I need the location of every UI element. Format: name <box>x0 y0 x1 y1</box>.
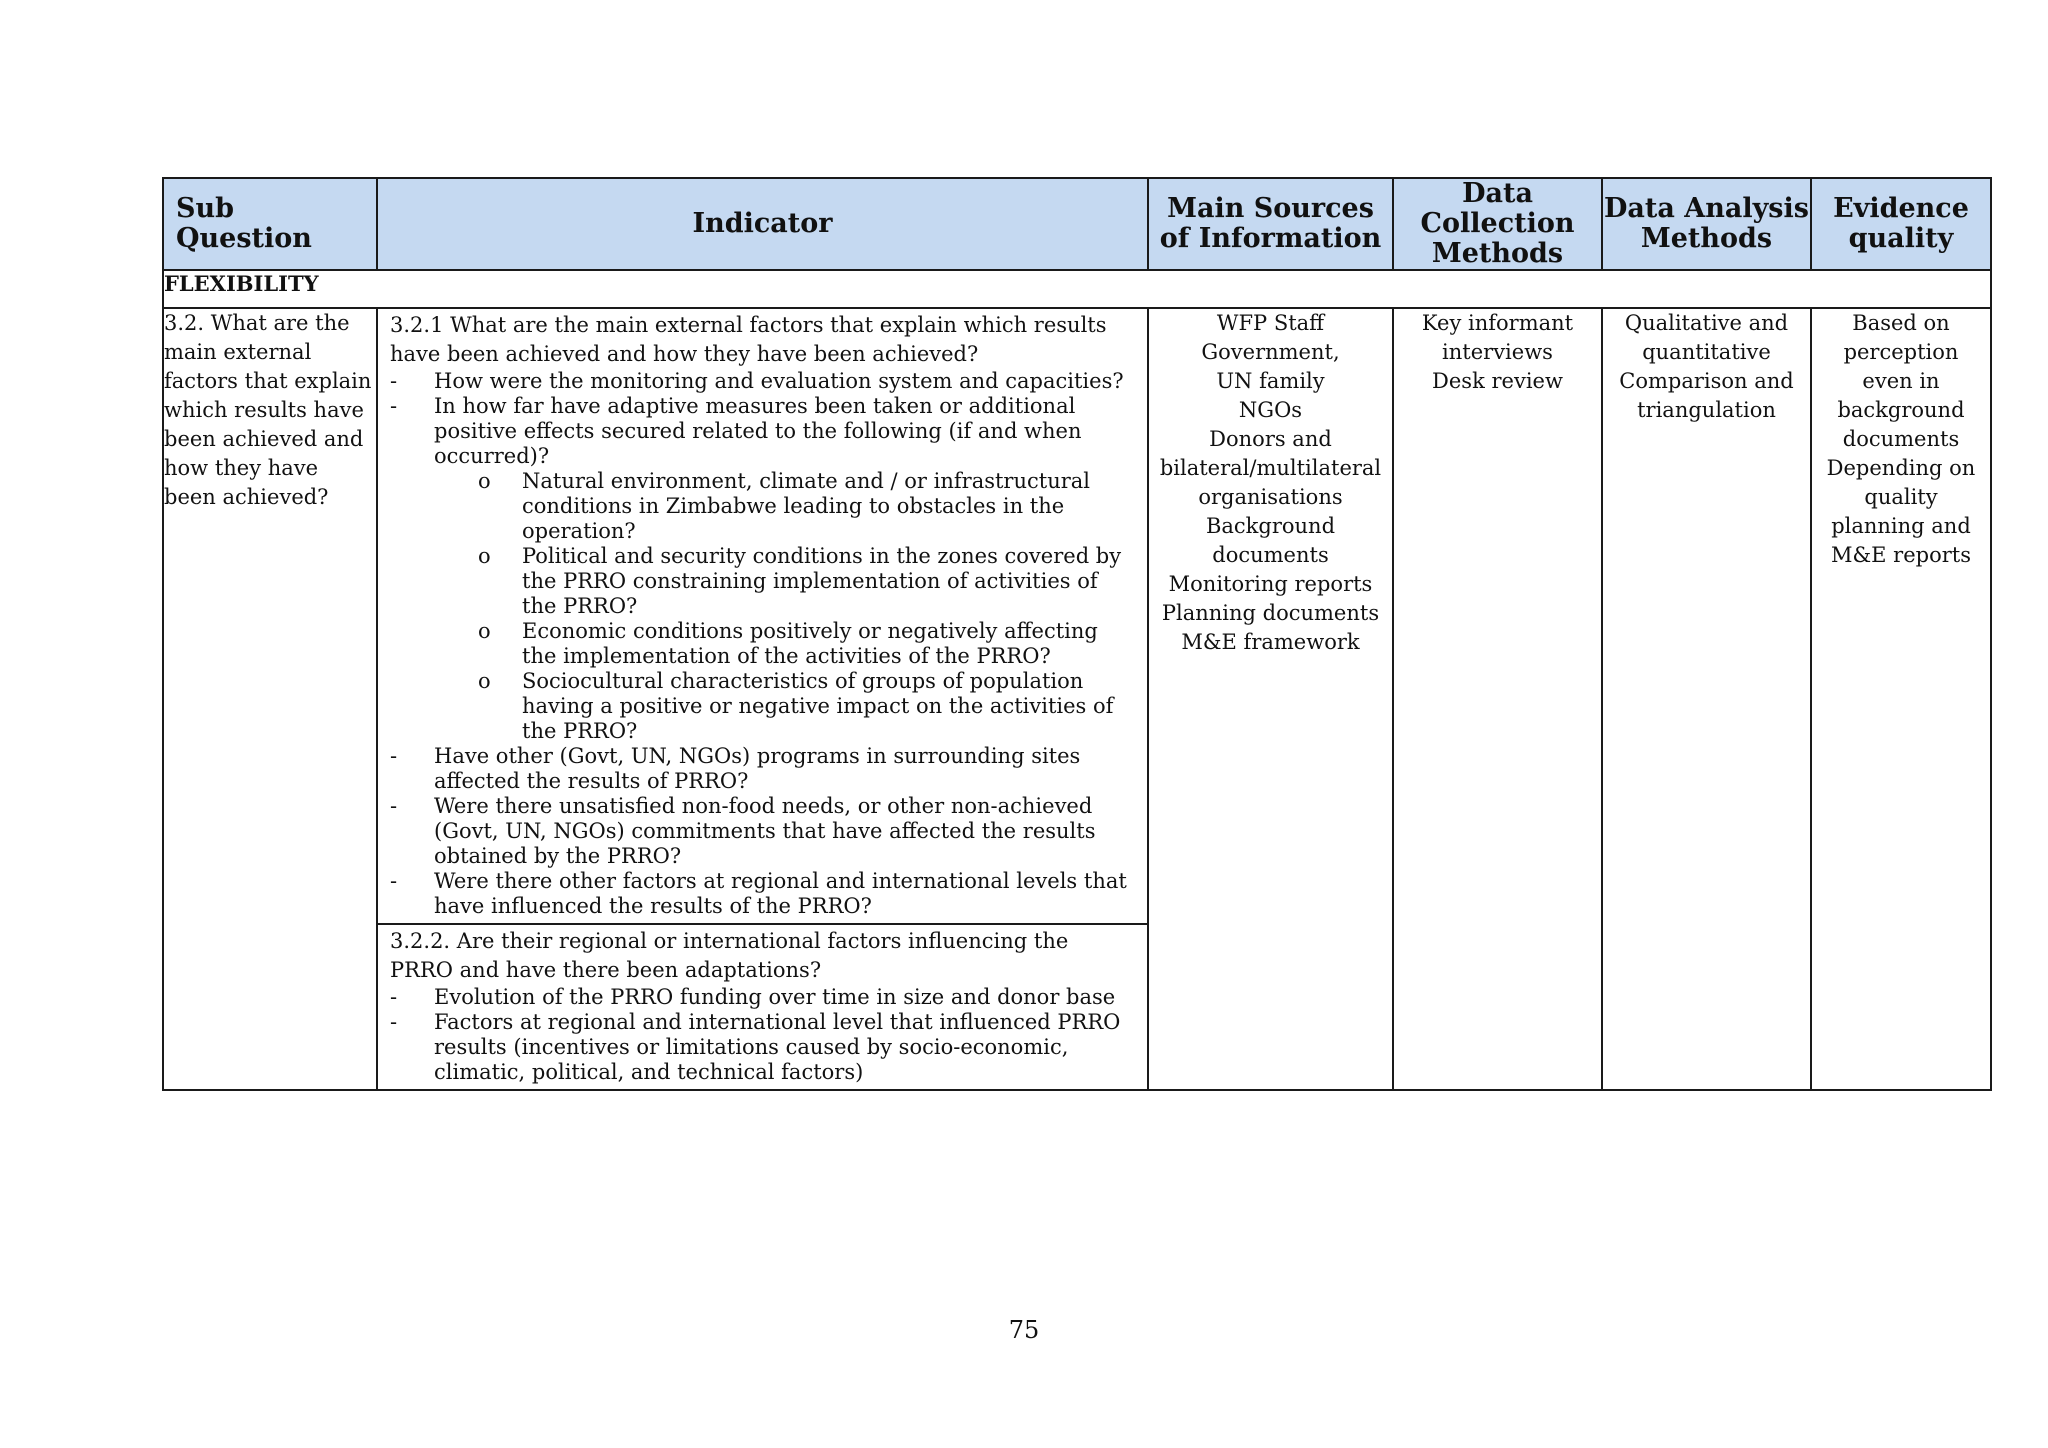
source-line: bilateral/multilateral <box>1159 456 1382 480</box>
indicator-heading: 3.2.1 What are the main external factors that explain which results have been achieved and how they have been achieved? <box>390 313 1107 366</box>
header-indicator: Indicator <box>377 178 1148 270</box>
dash-bullet: - <box>390 394 398 418</box>
circle-bullet: o <box>478 469 491 493</box>
dash-bullet: - <box>390 1010 398 1034</box>
source-line: NGOs <box>1238 398 1303 422</box>
source-line: organisations <box>1198 485 1343 509</box>
page-number: 75 <box>1008 1316 1040 1344</box>
list-item: - Were there other factors at regional and international levels that have influenced the results of the PRRO? <box>390 869 1127 918</box>
indicator-cell <box>377 308 1148 1090</box>
dash-bullet: - <box>390 869 398 893</box>
list-item: - Were there unsatisfied non-food needs, or other non-achieved (Govt, UN, NGOs) commitments that have affected the results obtained by the PRRO? <box>390 794 1096 868</box>
evidence-line: Based on <box>1852 311 1950 335</box>
main-sources-cell <box>1148 308 1393 1090</box>
circle-bullet: o <box>478 619 491 643</box>
sub-list-item: o Natural environment, climate and / or infrastructural conditions in Zimbabwe leading to obstacles in the operation? <box>478 469 1090 543</box>
dash-bullet: - <box>390 985 398 1009</box>
list-item: - Have other (Govt, UN, NGOs) programs in surrounding sites affected the results of PRRO? <box>390 744 1081 793</box>
sub-question-cell: 3.2. What are the main external factors that explain which results have been achieved and how they have been achieved? <box>163 308 377 1090</box>
source-line: documents <box>1212 543 1329 567</box>
evidence-line: perception <box>1843 340 1959 364</box>
source-line: Background <box>1205 514 1336 538</box>
analysis-line: triangulation <box>1637 398 1776 422</box>
table-row <box>163 308 1991 1090</box>
table-header-row <box>163 178 1991 270</box>
list-item: - Factors at regional and international level that influenced PRRO results (incentives or limitations caused by socio-economic, climatic, political, and technical factors) <box>390 1010 1121 1084</box>
indicator-heading: 3.2.2. Are their regional or international factors influencing the PRRO and have there been adaptations? <box>390 929 1069 982</box>
collection-line: Key informant <box>1421 311 1574 335</box>
data-analysis-cell <box>1602 308 1811 1090</box>
section-title: FLEXIBILITY <box>163 270 1991 308</box>
analysis-line: quantitative <box>1642 340 1771 364</box>
list-item: - In how far have adaptive measures been taken or additional positive effects secured related to the following (if and when occurred)? <box>390 394 1082 468</box>
circle-bullet: o <box>478 669 491 693</box>
header-data-analysis: Data Analysis Methods <box>1602 178 1811 270</box>
evidence-line: documents <box>1842 427 1960 451</box>
evidence-line: background <box>1837 398 1965 422</box>
list-item: - How were the monitoring and evaluation system and capacities? <box>390 369 1124 393</box>
sub-list-item: o Economic conditions positively or negatively affecting the implementation of the activities of the PRRO? <box>478 619 1098 668</box>
evidence-line: quality <box>1864 485 1938 509</box>
collection-line: interviews <box>1442 340 1553 364</box>
source-line: Donors and <box>1209 427 1332 451</box>
list-item: - Evolution of the PRRO funding over time in size and donor base <box>390 985 1116 1009</box>
sub-list-item: o Political and security conditions in the zones covered by the PRRO constraining implementation of activities of the PRRO? <box>478 544 1122 618</box>
indicator-3-2-1 <box>378 309 1147 925</box>
source-line: Monitoring reports <box>1168 572 1373 596</box>
evidence-line: planning and <box>1831 514 1971 538</box>
dash-bullet: - <box>390 369 398 393</box>
source-line: M&E framework <box>1181 630 1360 654</box>
evidence-quality-cell <box>1811 308 1991 1090</box>
circle-bullet: o <box>478 544 491 568</box>
header-data-collection: Data Collection Methods <box>1393 178 1602 270</box>
evidence-line: Depending on <box>1826 456 1976 480</box>
analysis-line: Qualitative and <box>1624 311 1789 335</box>
dash-bullet: - <box>390 744 398 768</box>
data-collection-cell <box>1393 308 1602 1090</box>
source-line: Planning documents <box>1161 601 1380 625</box>
indicator-3-2-2 <box>378 925 1147 1089</box>
dash-bullet: - <box>390 794 398 818</box>
evaluation-matrix-table <box>162 177 1992 1091</box>
source-line: WFP Staff <box>1216 311 1325 335</box>
header-evidence-quality: Evidence quality <box>1811 178 1991 270</box>
sub-list-item: o Sociocultural characteristics of groups of population having a positive or negative impact on the activities of the PRRO? <box>478 669 1114 743</box>
section-row <box>163 270 1991 308</box>
source-line: Government, <box>1201 340 1340 364</box>
collection-line: Desk review <box>1432 369 1563 393</box>
header-main-sources: Main Sources of Information <box>1148 178 1393 270</box>
evidence-line: M&E reports <box>1830 543 1971 567</box>
analysis-line: Comparison and <box>1619 369 1794 393</box>
source-line: UN family <box>1216 369 1325 393</box>
evidence-line: even in <box>1862 369 1940 393</box>
header-sub-question: Sub Question <box>163 178 377 270</box>
